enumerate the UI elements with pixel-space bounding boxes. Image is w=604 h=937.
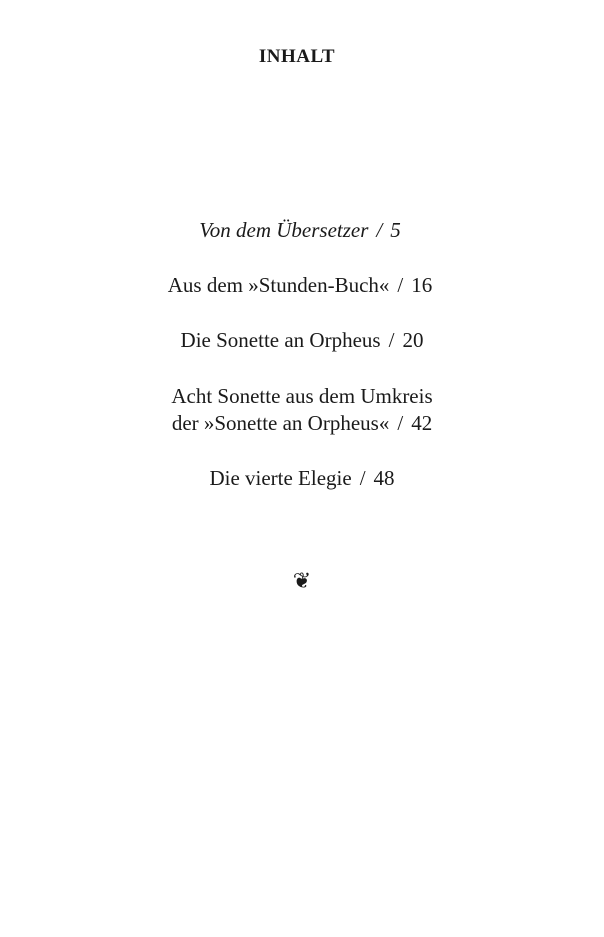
toc-page-number: 42 — [411, 411, 433, 435]
toc-entry-title-line-1: Acht Sonette aus dem Umkreis — [171, 384, 433, 408]
toc-page-number: 20 — [402, 328, 424, 352]
toc-entry-stunden-buch — [0, 272, 602, 299]
page-title: INHALT — [258, 46, 336, 67]
toc-entry-title: Die vierte Elegie — [209, 466, 352, 490]
toc-entry-title: Die Sonette an Orpheus — [180, 328, 381, 352]
toc-entry-elegie — [0, 465, 604, 492]
toc-entry-title-line-2-wrapper — [0, 410, 604, 437]
toc-entry-sonette — [0, 327, 604, 354]
toc-entry-title-line-2: der »Sonette an Orpheus« — [171, 411, 390, 435]
toc-separator: / — [359, 466, 366, 490]
toc-separator: / — [376, 218, 383, 242]
toc-separator: / — [397, 411, 404, 435]
toc-page-number: 48 — [373, 466, 395, 490]
toc-entry-title: Von dem Übersetzer — [199, 218, 369, 242]
toc-page-number: 16 — [411, 273, 433, 297]
toc-page-number: 5 — [390, 218, 401, 242]
toc-entry-acht-sonette — [0, 383, 604, 437]
toc-separator: / — [397, 273, 404, 297]
toc-entry-title: Aus dem »Stunden-Buch« — [167, 273, 390, 297]
toc-entry-translator — [0, 217, 602, 244]
toc-separator: / — [388, 328, 395, 352]
fleuron-ornament-icon: ❦ — [292, 568, 312, 593]
